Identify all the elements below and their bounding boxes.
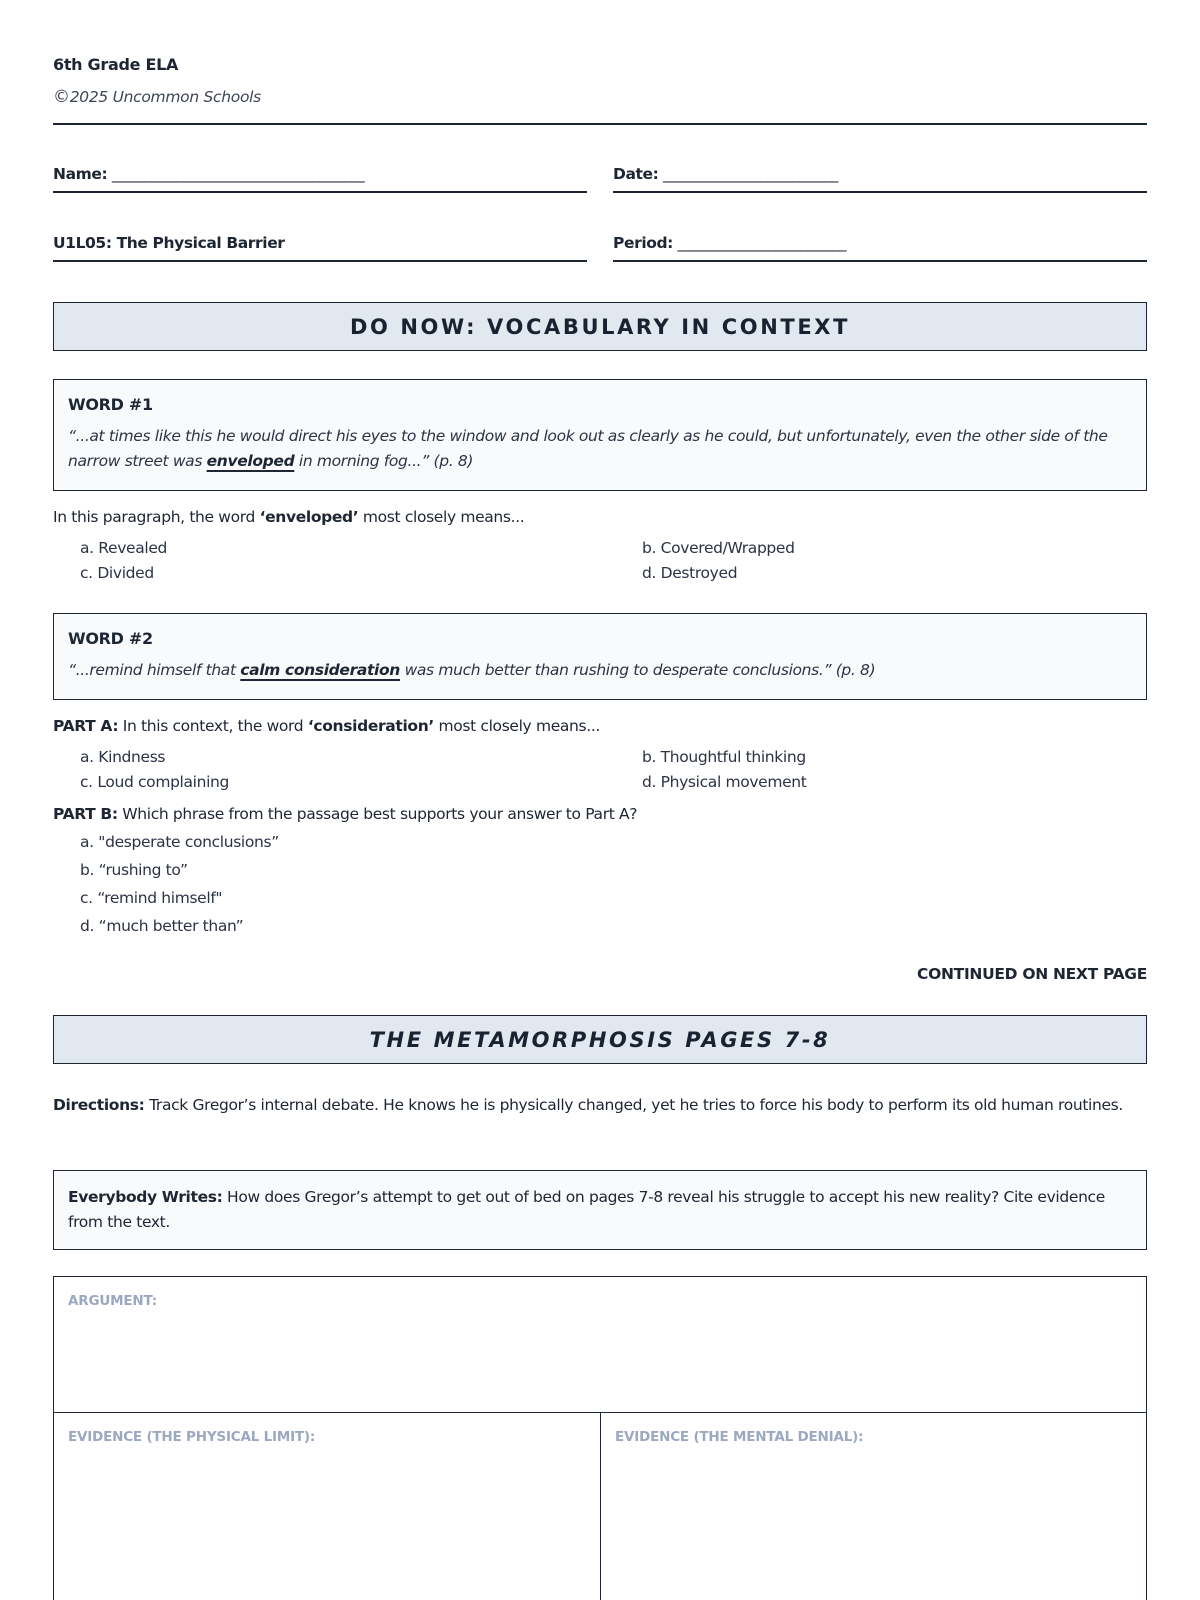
student-info-row-2 xyxy=(53,234,1147,262)
part-a-choice-c[interactable]: c. Loud complaining xyxy=(80,773,230,791)
part-b-choices xyxy=(80,828,279,940)
header-divider xyxy=(53,123,1147,125)
name-label: Name: xyxy=(53,165,108,183)
word-1-keyword: enveloped xyxy=(206,452,295,470)
lesson-field xyxy=(53,234,587,262)
name-field[interactable] xyxy=(53,165,587,193)
part-a-choice-b[interactable]: b. Thoughtful thinking xyxy=(642,748,806,766)
period-label: Period: xyxy=(613,234,673,252)
period-field[interactable] xyxy=(613,234,1147,262)
directions-label: Directions: xyxy=(53,1096,145,1114)
student-info-row-1 xyxy=(53,165,1147,193)
part-b-question xyxy=(53,803,1147,825)
reading-banner: THE METAMORPHOSIS PAGES 7-8 xyxy=(53,1015,1147,1064)
word-2-keyword: calm consideration xyxy=(240,661,400,679)
part-a-word: ‘consideration’ xyxy=(307,717,434,735)
period-blank[interactable]: __________________________ xyxy=(677,234,846,252)
part-b-choice-b[interactable]: b. “rushing to” xyxy=(80,861,188,879)
word-1-quote-before: “...at times like this he would direct his eyes to the window and look out as clearly as he could, but unfortunately, even the other side of the narrow street was xyxy=(68,427,1108,470)
argument-cell[interactable] xyxy=(54,1277,1146,1413)
part-a-after: most closely means... xyxy=(433,717,600,735)
date-blank[interactable]: ___________________________ xyxy=(662,165,838,183)
directions-text: Track Gregor’s internal debate. He knows he is physically changed, yet he tries to force his body to perform its old human routines. xyxy=(144,1096,1123,1114)
part-a-label: PART A: xyxy=(53,717,119,735)
part-b-text: Which phrase from the passage best supports your answer to Part A? xyxy=(117,805,638,823)
word-1-quote-box xyxy=(53,379,1147,491)
part-a-choice-a[interactable]: a. Kindness xyxy=(80,748,166,766)
word-2-quote-after: was much better than rushing to desperate conclusions.” (p. 8) xyxy=(400,661,876,679)
word-1-choice-c[interactable]: c. Divided xyxy=(80,564,154,582)
part-b-choice-c[interactable]: c. “remind himself" xyxy=(80,889,223,907)
response-organizer xyxy=(53,1276,1147,1600)
word-2-quote-box xyxy=(53,613,1147,700)
word-1-choices xyxy=(80,537,1080,584)
copyright-icon: © xyxy=(53,87,70,107)
everybody-writes-prompt xyxy=(53,1170,1147,1250)
word-2-label: WORD #2 xyxy=(68,629,153,648)
word-1-choice-b[interactable]: b. Covered/Wrapped xyxy=(642,539,795,557)
evidence-row xyxy=(54,1413,1146,1600)
word-1-quote-after: in morning fog...” (p. 8) xyxy=(294,452,474,470)
evidence-physical-label: EVIDENCE (THE PHYSICAL LIMIT): xyxy=(68,1429,316,1445)
part-a-question xyxy=(53,715,1147,737)
copyright-line xyxy=(53,87,1147,107)
lesson-title: U1L05: The Physical Barrier xyxy=(53,234,285,252)
name-blank[interactable]: _______________________________________ xyxy=(111,165,364,183)
word-1-question-word: ‘enveloped’ xyxy=(259,508,359,526)
word-1-question xyxy=(53,506,1147,528)
copyright-text: 2025 Uncommon Schools xyxy=(69,88,261,106)
do-now-banner: DO NOW: VOCABULARY IN CONTEXT xyxy=(53,302,1147,351)
evidence-physical-cell[interactable] xyxy=(54,1413,600,1600)
directions xyxy=(53,1093,1147,1118)
word-1-label: WORD #1 xyxy=(68,395,153,414)
prompt-label: Everybody Writes: xyxy=(68,1188,223,1206)
part-a-before: In this context, the word xyxy=(118,717,308,735)
evidence-mental-cell[interactable] xyxy=(600,1413,1146,1600)
word-2-quote-before: “...remind himself that xyxy=(68,661,241,679)
prompt-text: How does Gregor’s attempt to get out of bed on pages 7-8 reveal his struggle to accept his new reality? Cite evidence from the text. xyxy=(68,1188,1105,1231)
document-header xyxy=(53,55,1147,107)
word-1-quote xyxy=(68,424,1132,474)
part-a-choice-d[interactable]: d. Physical movement xyxy=(642,773,807,791)
argument-label: ARGUMENT: xyxy=(68,1293,157,1309)
date-label: Date: xyxy=(613,165,659,183)
word-1-question-before: In this paragraph, the word xyxy=(53,508,260,526)
word-2-quote xyxy=(68,658,1132,683)
part-b-choice-d[interactable]: d. “much better than” xyxy=(80,917,244,935)
word-1-choice-d[interactable]: d. Destroyed xyxy=(642,564,738,582)
part-b-label: PART B: xyxy=(53,805,118,823)
word-1-question-after: most closely means... xyxy=(358,508,525,526)
continued-note: CONTINUED ON NEXT PAGE xyxy=(917,965,1147,983)
word-1-choice-a[interactable]: a. Revealed xyxy=(80,539,168,557)
part-a-choices xyxy=(80,746,1080,793)
evidence-mental-label: EVIDENCE (THE MENTAL DENIAL): xyxy=(615,1429,864,1445)
part-b-choice-a[interactable]: a. "desperate conclusions” xyxy=(80,833,279,851)
course-title: 6th Grade ELA xyxy=(53,55,179,74)
date-field[interactable] xyxy=(613,165,1147,193)
